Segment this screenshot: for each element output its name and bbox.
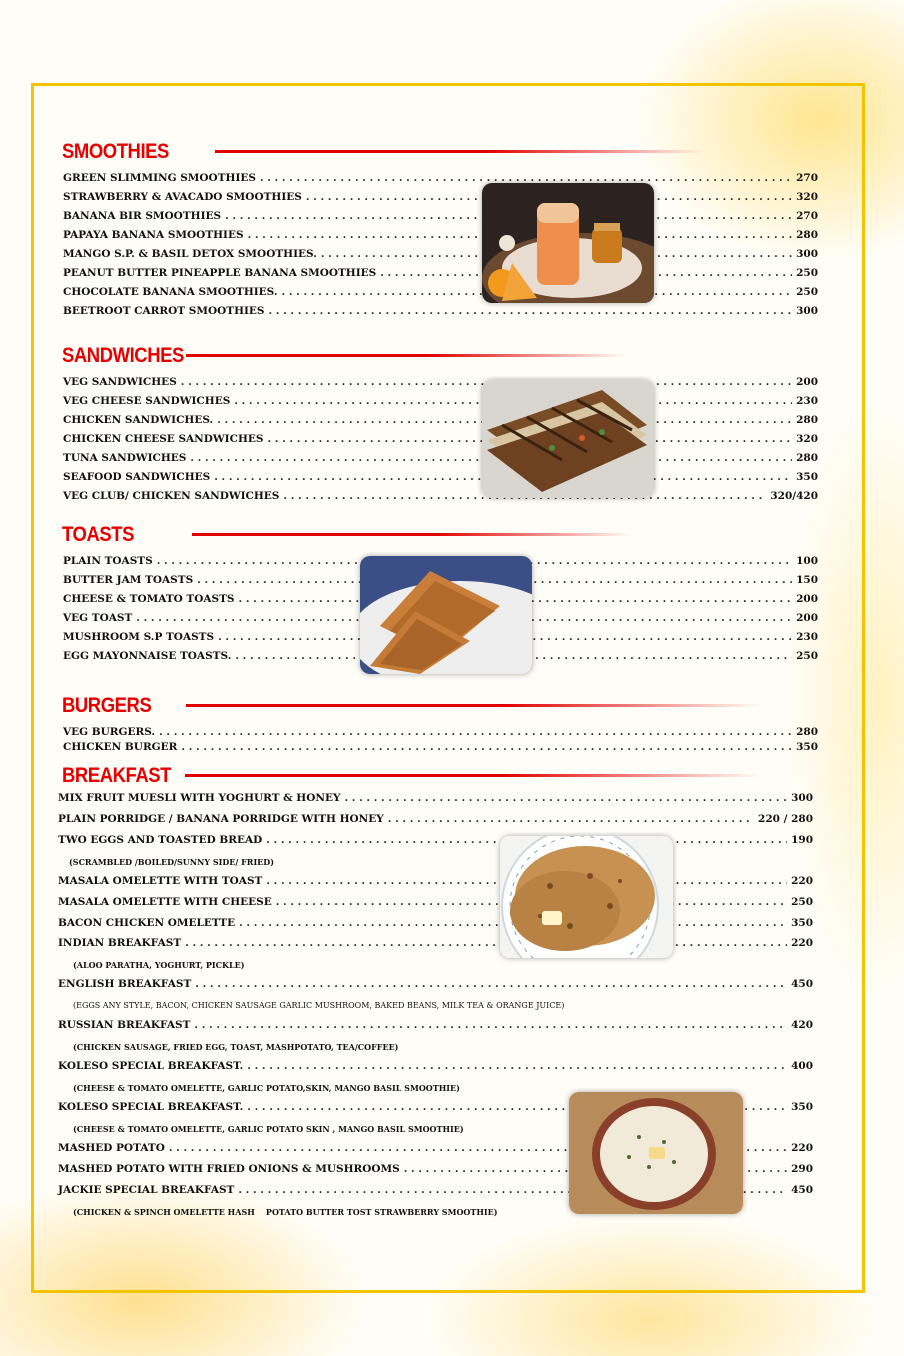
menu-item: RUSSIAN BREAKFAST . . . 420 bbox=[58, 1019, 813, 1035]
smoothie-photo bbox=[482, 183, 654, 303]
burgers-rule bbox=[186, 704, 761, 707]
menu-item: MANGO S.P. & BASIL DETOX SMOOTHIES. . . . 300 bbox=[63, 248, 818, 264]
menu-item: SEAFOOD SANDWICHES . . . 350 bbox=[63, 471, 818, 487]
menu-item: BEETROOT CARROT SMOOTHIES . . . 300 bbox=[63, 305, 818, 321]
menu-item: TWO EGGS AND TOASTED BREAD . . . 190 bbox=[58, 834, 813, 850]
mashed-potato-photo bbox=[569, 1092, 743, 1214]
item-note: (SCRAMBLED /BOILED/SUNNY SIDE/ FRIED) bbox=[69, 857, 274, 867]
menu-item: JACKIE SPECIAL BREAKFAST . . . 450 bbox=[58, 1184, 813, 1200]
menu-item: STRAWBERRY & AVACADO SMOOTHIES . . . 320 bbox=[63, 191, 818, 207]
breakfast-title: BREAKFAST bbox=[62, 764, 171, 787]
smoothies-rule bbox=[215, 150, 705, 153]
item-note: (EGGS ANY STYLE, BACON, CHICKEN SAUSAGE GARLIC MUSHROOM, BAKED BEANS, MILK TEA & ORANGE JUICE) bbox=[73, 1001, 565, 1010]
sandwiches-rule bbox=[186, 354, 626, 357]
toasts-title: TOASTS bbox=[62, 523, 134, 546]
menu-item: MASALA OMELETTE WITH TOAST . . . 220 bbox=[58, 875, 813, 891]
menu-item: PEANUT BUTTER PINEAPPLE BANANA SMOOTHIES . . . 250 bbox=[63, 267, 818, 283]
menu-item: BUTTER JAM TOASTS . . . 150 bbox=[63, 574, 818, 590]
menu-item: ENGLISH BREAKFAST . . . 450 bbox=[58, 978, 813, 994]
menu-item: BACON CHICKEN OMELETTE . . . 350 bbox=[58, 917, 813, 933]
menu-item: PAPAYA BANANA SMOOTHIES . . . 280 bbox=[63, 229, 818, 245]
item-note: (CHICKEN & SPINCH OMELETTE HASH POTATO BUTTER TOST STRAWBERRY SMOOTHIE) bbox=[73, 1207, 498, 1217]
menu-item: VEG TOAST . . . 200 bbox=[63, 612, 818, 628]
menu-item: VEG CHEESE SANDWICHES . . . 230 bbox=[63, 395, 818, 411]
item-note: (CHEESE & TOMATO OMELETTE, GARLIC POTATO,SKIN, MANGO BASIL SMOOTHIE) bbox=[73, 1083, 460, 1093]
menu-item: CHEESE & TOMATO TOASTS . . . 200 bbox=[63, 593, 818, 609]
menu-item: CHICKEN SANDWICHES. . . . 280 bbox=[63, 414, 818, 430]
menu-item: VEG SANDWICHES . . . 200 bbox=[63, 376, 818, 392]
menu-item: CHICKEN BURGER . . . 350 bbox=[63, 741, 818, 757]
menu-item: MIX FRUIT MUESLI WITH YOGHURT & HONEY . . . 300 bbox=[58, 792, 813, 808]
menu-item: TUNA SANDWICHES . . . 280 bbox=[63, 452, 818, 468]
toast-photo bbox=[360, 556, 532, 674]
menu-item: VEG CLUB/ CHICKEN SANDWICHES . . . 320/420 bbox=[63, 490, 818, 506]
menu-item: KOLESO SPECIAL BREAKFAST. . . . 350 bbox=[58, 1101, 813, 1117]
menu-item: INDIAN BREAKFAST . . . 220 bbox=[58, 937, 813, 953]
menu-item: EGG MAYONNAISE TOASTS. . . . 250 bbox=[63, 650, 818, 666]
smoothies-title: SMOOTHIES bbox=[62, 140, 169, 163]
burgers-title: BURGERS bbox=[62, 694, 152, 717]
menu-item: PLAIN TOASTS . . . 100 bbox=[63, 555, 818, 571]
menu-item: CHICKEN CHEESE SANDWICHES . . . 320 bbox=[63, 433, 818, 449]
menu-item: KOLESO SPECIAL BREAKFAST. . . . 400 bbox=[58, 1060, 813, 1076]
menu-item: MUSHROOM S.P TOASTS . . . 230 bbox=[63, 631, 818, 647]
toasts-rule bbox=[192, 533, 632, 536]
breakfast-rule bbox=[185, 774, 760, 777]
item-note: (CHEESE & TOMATO OMELETTE, GARLIC POTATO SKIN , MANGO BASIL SMOOTHIE) bbox=[73, 1124, 464, 1134]
item-note: (ALOO PARATHA, YOGHURT, PICKLE) bbox=[73, 960, 245, 970]
menu-item: MASHED POTATO . . . 220 bbox=[58, 1142, 813, 1158]
menu-item: BANANA BIR SMOOTHIES . . . 270 bbox=[63, 210, 818, 226]
menu-item: CHOCOLATE BANANA SMOOTHIES. . . . 250 bbox=[63, 286, 818, 302]
menu-item: MASHED POTATO WITH FRIED ONIONS & MUSHROOMS . . . 290 bbox=[58, 1163, 813, 1179]
sandwich-photo bbox=[482, 380, 654, 498]
paratha-photo bbox=[500, 836, 673, 958]
menu-item: PLAIN PORRIDGE / BANANA PORRIDGE WITH HONEY . . . 220 / 280 bbox=[58, 813, 813, 829]
sandwiches-title: SANDWICHES bbox=[62, 344, 184, 367]
menu-item: MASALA OMELETTE WITH CHEESE . . . 250 bbox=[58, 896, 813, 912]
menu-item: VEG BURGERS. . . . 280 bbox=[63, 726, 818, 742]
item-note: (CHICKEN SAUSAGE, FRIED EGG, TOAST, MASHPOTATO, TEA/COFFEE) bbox=[73, 1042, 399, 1052]
menu-item: GREEN SLIMMING SMOOTHIES . . . 270 bbox=[63, 172, 818, 188]
